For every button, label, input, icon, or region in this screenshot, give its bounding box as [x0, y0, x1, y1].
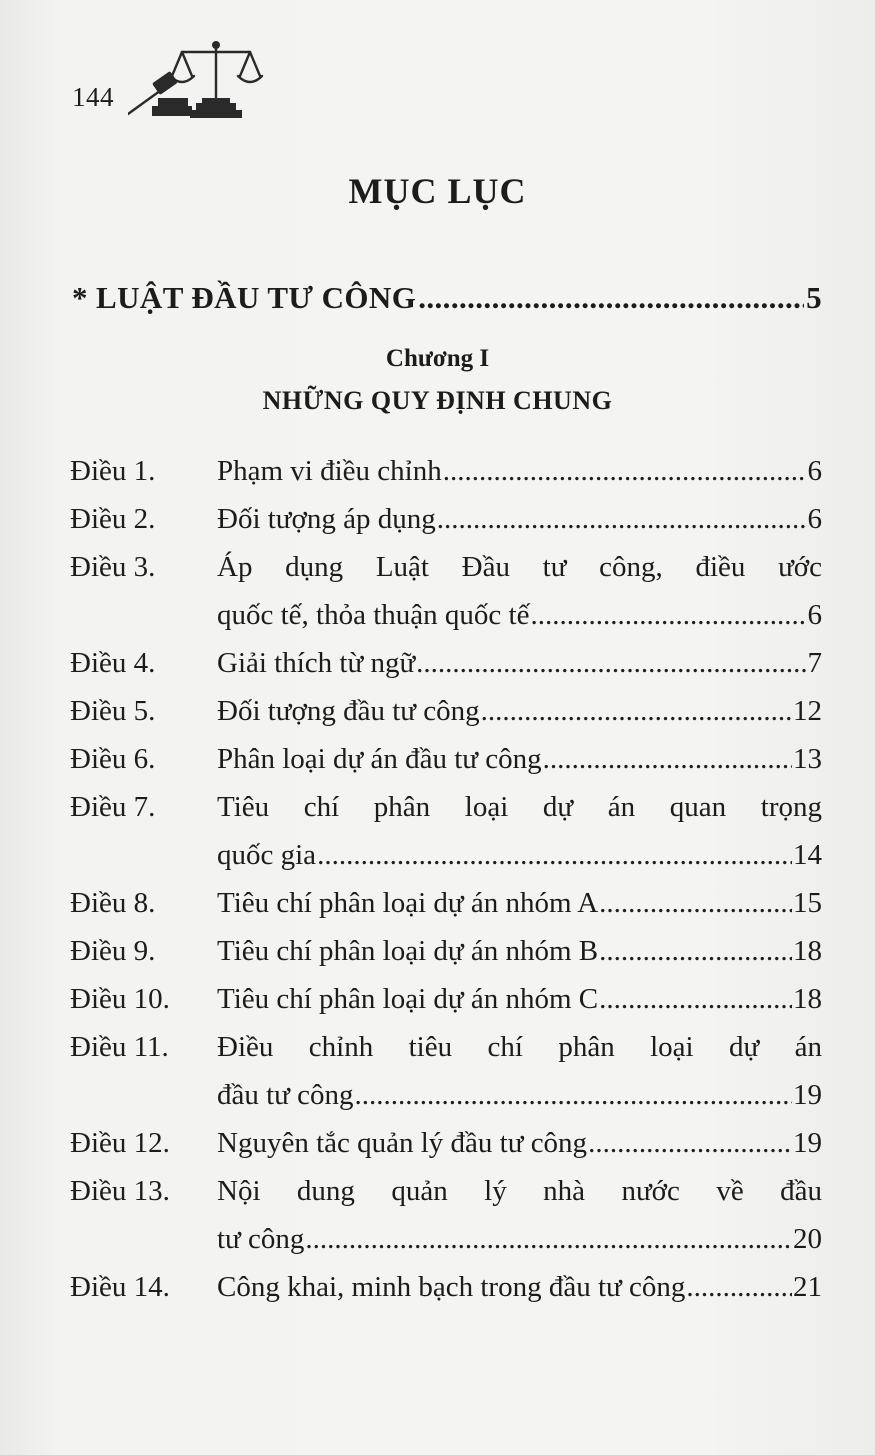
article-page: 18 [793, 983, 822, 1015]
article-title-line [217, 639, 822, 687]
leader-dots [355, 1071, 792, 1119]
page-header [72, 30, 372, 120]
article-title-line: Áp dụng Luật Đầu tư công, điều ước [217, 551, 822, 583]
article-number: Điều 2. [70, 503, 156, 535]
article-title-line [217, 1071, 822, 1119]
article-title: Tiêu chí phân loại dự án nhóm C [217, 983, 599, 1015]
toc-entry [70, 687, 822, 735]
article-title-line: Điều chỉnh tiêu chí phân loại dự án [217, 1031, 822, 1063]
article-title: quốc tế, thỏa thuận quốc tế [217, 599, 530, 631]
article-title-line [217, 879, 822, 927]
toc-entry [70, 495, 822, 543]
article-page: 6 [807, 599, 822, 631]
toc-entry [70, 735, 822, 783]
article-body [217, 447, 822, 495]
article-number: Điều 10. [70, 983, 170, 1015]
article-body [217, 687, 822, 735]
leader-dots [543, 735, 792, 783]
toc-entry [70, 639, 822, 687]
article-page: 13 [793, 743, 822, 775]
article-body [217, 927, 822, 975]
article-title-line [217, 1263, 822, 1311]
article-title-line: Tiêu chí phân loại dự án quan trọng [217, 791, 822, 823]
article-title-line [217, 495, 822, 543]
article-page: 18 [793, 935, 822, 967]
article-number: Điều 4. [70, 647, 156, 679]
toc-entry [70, 1023, 822, 1119]
leader-dots [443, 447, 807, 495]
toc-entry [70, 975, 822, 1023]
article-title-line [217, 1215, 822, 1263]
article-title-line [217, 975, 822, 1023]
leader-dots [599, 927, 792, 975]
leader-dots [599, 879, 792, 927]
article-number: Điều 11. [70, 1031, 169, 1063]
page-number: 144 [72, 82, 114, 112]
article-number: Điều 14. [70, 1271, 170, 1303]
article-page: 20 [793, 1223, 822, 1255]
article-number: Điều 1. [70, 455, 156, 487]
article-number: Điều 7. [70, 791, 156, 823]
article-number: Điều 3. [70, 551, 156, 583]
scales-of-justice-gavel-icon [128, 36, 268, 120]
toc-entry [70, 1167, 822, 1263]
article-body [217, 879, 822, 927]
leader-dots [530, 591, 806, 639]
toc-entry [70, 1119, 822, 1167]
article-page: 15 [793, 887, 822, 919]
toc-entry [70, 879, 822, 927]
article-body [217, 495, 822, 543]
article-title-line [217, 591, 822, 639]
article-title: đầu tư công [217, 1079, 354, 1111]
article-title: quốc gia [217, 839, 317, 871]
article-title: Đối tượng áp dụng [217, 503, 436, 535]
article-number: Điều 8. [70, 887, 156, 919]
article-page: 12 [793, 695, 822, 727]
article-number: Điều 12. [70, 1127, 170, 1159]
article-body [217, 543, 822, 639]
article-title: Phạm vi điều chỉnh [217, 455, 442, 487]
article-title: Giải thích từ ngữ [217, 647, 416, 679]
article-title-line [217, 927, 822, 975]
leader-dots [416, 639, 806, 687]
toc-entry [70, 1263, 822, 1311]
article-body [217, 639, 822, 687]
article-title: Công khai, minh bạch trong đầu tư công [217, 1271, 686, 1303]
article-page: 21 [793, 1271, 822, 1303]
article-title-line [217, 735, 822, 783]
article-title-line: Nội dung quản lý nhà nước về đầu [217, 1175, 822, 1207]
leader-dots [437, 495, 807, 543]
toc-entry [70, 783, 822, 879]
law-page: 5 [806, 280, 822, 315]
toc-title: MỤC LỤC [348, 171, 527, 211]
article-body [217, 1263, 822, 1311]
leader-dots [686, 1263, 792, 1311]
article-title-line [217, 831, 822, 879]
article-page: 14 [793, 839, 822, 871]
article-page: 19 [793, 1127, 822, 1159]
article-title: Nguyên tắc quản lý đầu tư công [217, 1127, 588, 1159]
law-title-entry [72, 280, 822, 316]
article-body [217, 1167, 822, 1263]
article-number: Điều 5. [70, 695, 156, 727]
article-number: Điều 6. [70, 743, 156, 775]
toc-entry [70, 543, 822, 639]
article-title: Đối tượng đầu tư công [217, 695, 480, 727]
leader-dots [481, 687, 792, 735]
article-list [70, 447, 822, 1311]
leader-dots [305, 1215, 792, 1263]
article-page: 7 [807, 647, 822, 679]
article-title: Tiêu chí phân loại dự án nhóm A [217, 887, 599, 919]
leader-dots [317, 831, 792, 879]
leader-dots [599, 975, 792, 1023]
article-title: tư công [217, 1223, 305, 1255]
chapter-title: NHỮNG QUY ĐỊNH CHUNG [262, 386, 613, 415]
chapter-number: Chương I [385, 345, 490, 372]
article-title-line [217, 1119, 822, 1167]
article-body [217, 735, 822, 783]
toc-entry [70, 927, 822, 975]
article-body [217, 783, 822, 879]
article-page: 6 [807, 503, 822, 535]
article-body [217, 1119, 822, 1167]
article-body [217, 1023, 822, 1119]
article-number: Điều 13. [70, 1175, 170, 1207]
article-page: 19 [793, 1079, 822, 1111]
article-body [217, 975, 822, 1023]
article-page: 6 [807, 455, 822, 487]
article-title-line [217, 447, 822, 495]
article-number: Điều 9. [70, 935, 156, 967]
leader-dots [418, 280, 804, 316]
leader-dots [588, 1119, 792, 1167]
article-title-line [217, 687, 822, 735]
article-title: Phân loại dự án đầu tư công [217, 743, 542, 775]
article-title: Tiêu chí phân loại dự án nhóm B [217, 935, 599, 967]
law-title: * LUẬT ĐẦU TƯ CÔNG [72, 280, 417, 315]
toc-entry [70, 447, 822, 495]
